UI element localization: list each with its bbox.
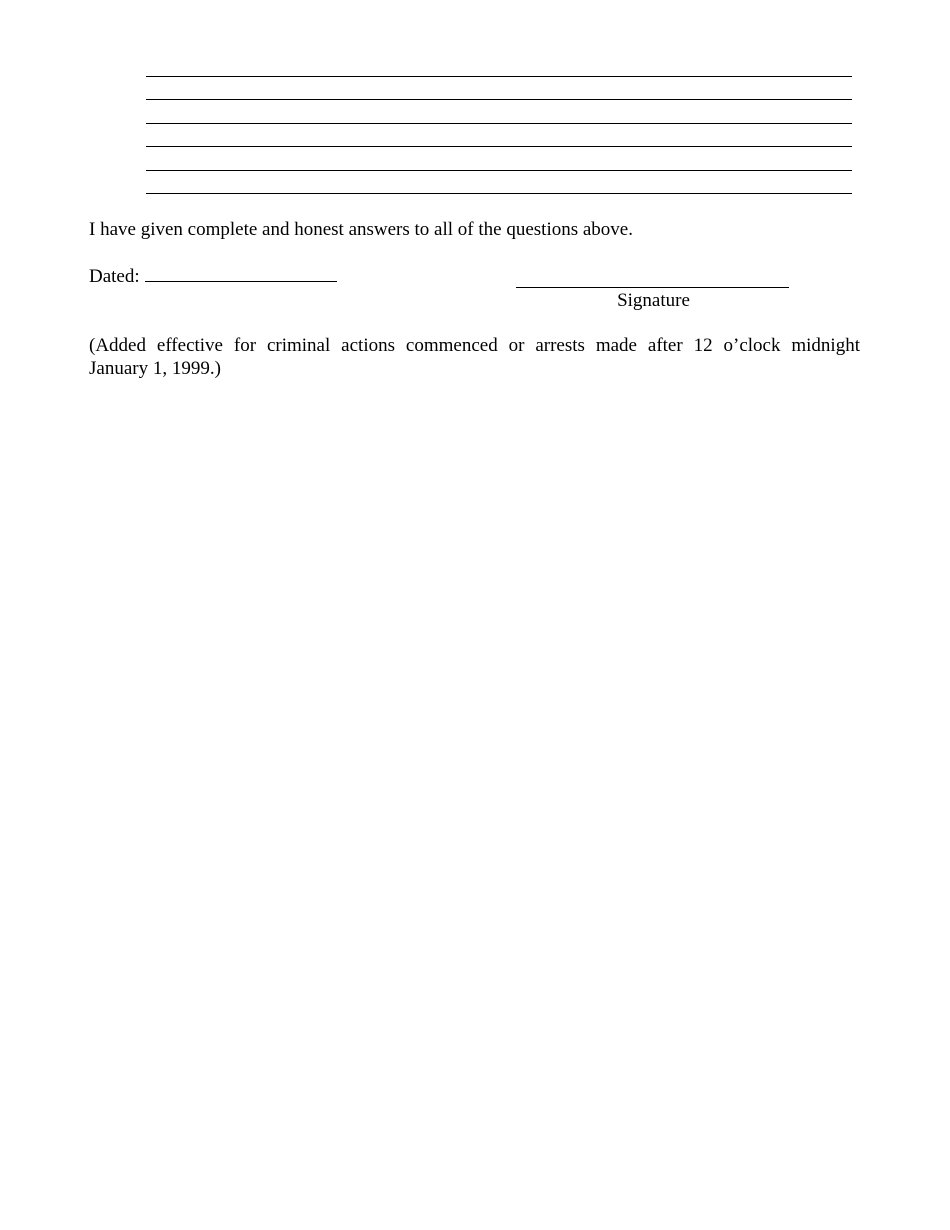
dated-label: Dated: <box>89 266 140 287</box>
date-blank-line <box>145 281 337 282</box>
dated-row <box>89 265 337 288</box>
answer-line <box>146 99 852 100</box>
answer-line <box>146 170 852 171</box>
answer-lines <box>146 76 852 194</box>
answer-line <box>146 123 852 124</box>
answer-line <box>146 76 852 77</box>
effective-date-note <box>89 334 860 380</box>
signature-label-wrap <box>516 289 789 312</box>
signature-blank-line <box>516 287 789 288</box>
note-line-1: (Added effective for criminal actions commenced or arrests made after 12 o’clock midnight <box>89 335 860 356</box>
signature-label: Signature <box>617 290 690 311</box>
answer-line <box>146 146 852 147</box>
answer-line <box>146 193 852 194</box>
certification-statement: I have given complete and honest answers to all of the questions above. <box>89 219 633 240</box>
note-line-2: January 1, 1999.) <box>89 358 221 379</box>
